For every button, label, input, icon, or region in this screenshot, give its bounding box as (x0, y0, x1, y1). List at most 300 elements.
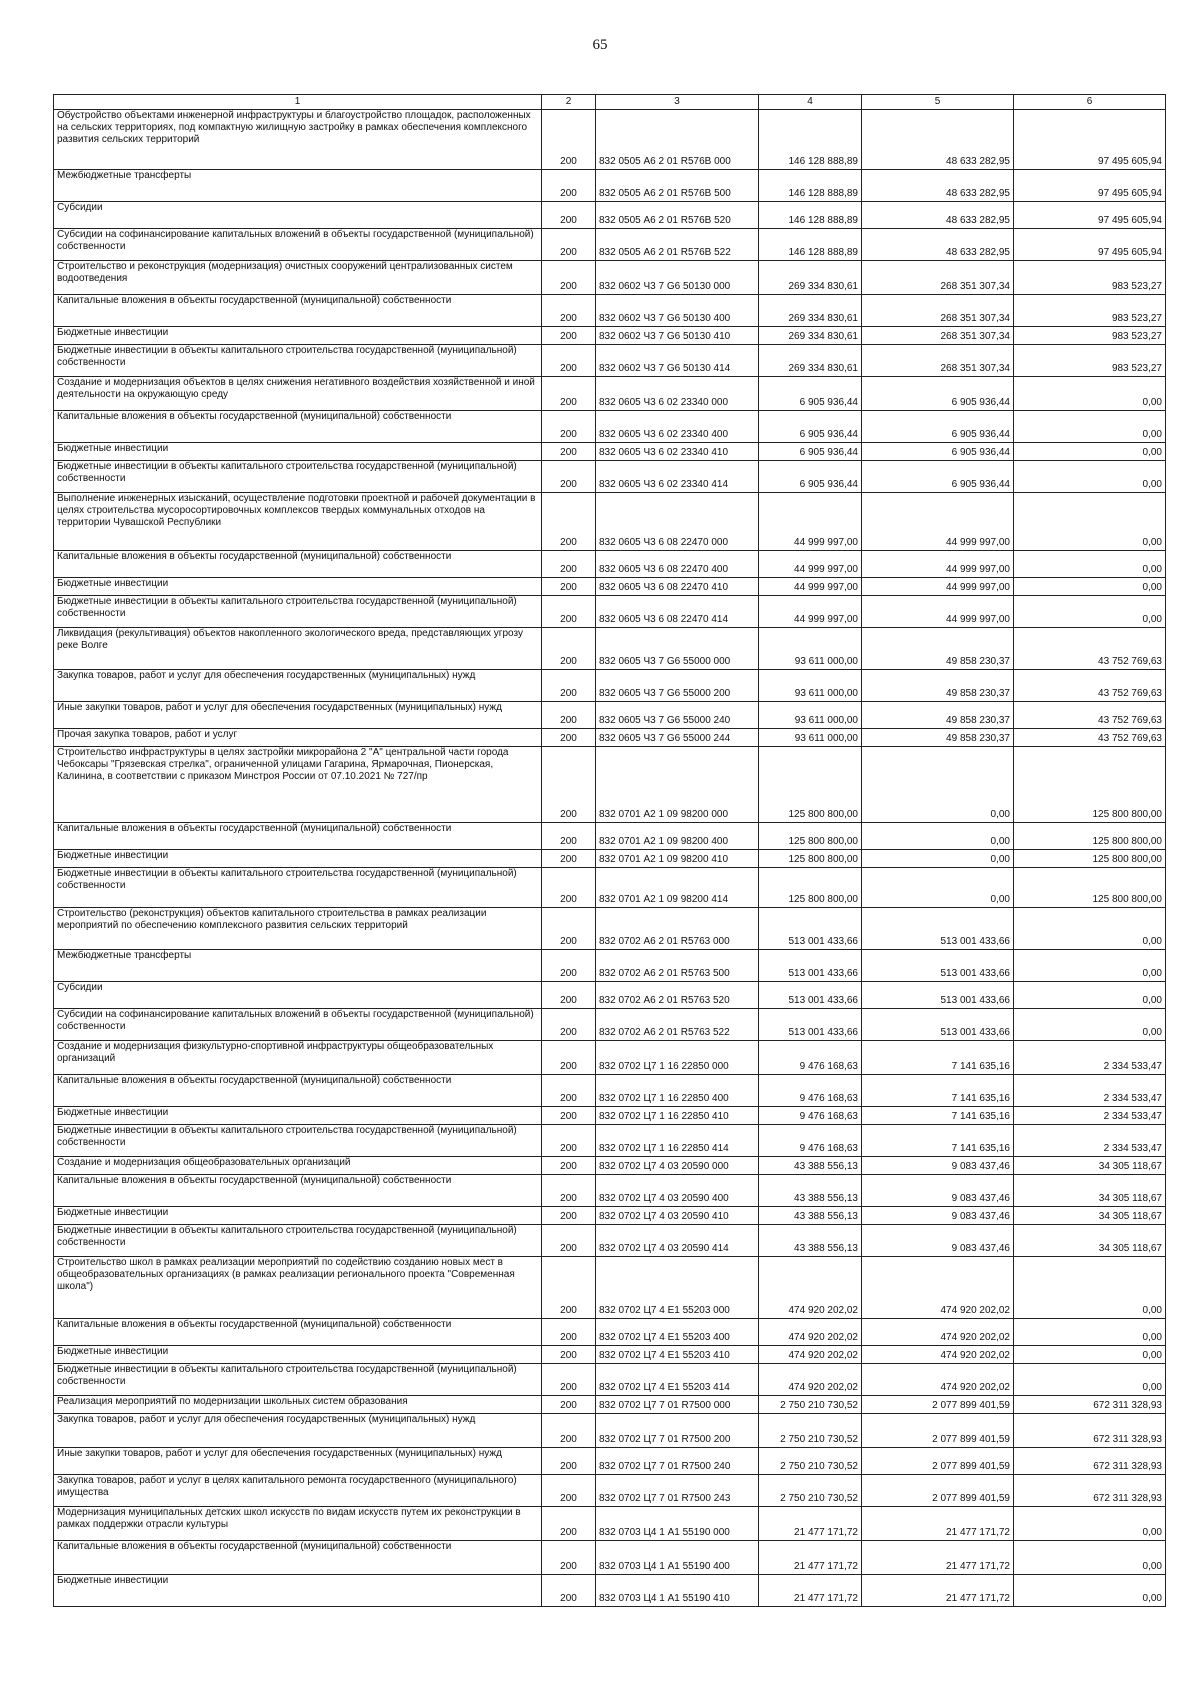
row-code-cell: 200 (542, 229, 596, 261)
row-amount-planned-cell: 9 476 168,63 (759, 1125, 862, 1157)
table-row (54, 729, 1166, 747)
row-kbk-cell: 832 0703 Ц4 1 А1 55190 400 (596, 1541, 759, 1575)
table-row (54, 1207, 1166, 1225)
row-kbk-cell: 832 0702 Ц7 1 16 22850 410 (596, 1107, 759, 1125)
row-code-cell: 200 (542, 1475, 596, 1507)
row-amount-planned-cell: 269 334 830,61 (759, 261, 862, 295)
table-row (54, 702, 1166, 729)
row-amount-planned-cell: 6 905 936,44 (759, 411, 862, 443)
row-name-cell: Строительство (реконструкция) объектов капитального строительства в рамках реализации мероприятий по обеспечению комплексного развития сельских территорий (54, 908, 542, 950)
row-name-cell: Иные закупки товаров, работ и услуг для обеспечения государственных (муниципальных) нужд (54, 1448, 542, 1475)
row-amount-remaining-cell: 125 800 800,00 (1014, 850, 1166, 868)
row-amount-remaining-cell: 2 334 533,47 (1014, 1125, 1166, 1157)
row-name-cell: Ликвидация (рекультивация) объектов накопленного экологического вреда, представляющих угрозу реке Волге (54, 628, 542, 670)
row-amount-executed-cell: 44 999 997,00 (862, 596, 1014, 628)
row-kbk-cell: 832 0702 А6 2 01 R5763 500 (596, 950, 759, 982)
row-amount-executed-cell: 2 077 899 401,59 (862, 1475, 1014, 1507)
row-name-cell: Обустройство объектами инженерной инфраструктуры и благоустройство площадок, расположенных на сельских территориях, под компактную жилищную застройку в рамках обеспечения комплексного развития сельских территорий (54, 110, 542, 170)
row-name-cell: Строительство инфраструктуры в целях застройки микрорайона 2 "А" центральной части города Чебоксары "Грязевская стрелка", ограниченной улицами Гагарина, Ярмарочная, Пионерская, Калинина, в соответствии с приказом Минстроя России от 07.10.2021 № 727/пр (54, 747, 542, 823)
row-amount-planned-cell: 93 611 000,00 (759, 729, 862, 747)
table-row (54, 823, 1166, 850)
row-kbk-cell: 832 0702 Ц7 4 03 20590 414 (596, 1225, 759, 1257)
row-kbk-cell: 832 0505 А6 2 01 R576В 500 (596, 170, 759, 202)
row-kbk-cell: 832 0605 Ч3 6 08 22470 414 (596, 596, 759, 628)
row-code-cell: 200 (542, 551, 596, 578)
row-name-cell: Бюджетные инвестиции (54, 443, 542, 461)
row-amount-executed-cell: 268 351 307,34 (862, 327, 1014, 345)
row-amount-remaining-cell: 0,00 (1014, 1257, 1166, 1319)
table-row (54, 1075, 1166, 1107)
row-amount-executed-cell: 0,00 (862, 823, 1014, 850)
row-amount-executed-cell: 6 905 936,44 (862, 411, 1014, 443)
row-amount-planned-cell: 125 800 800,00 (759, 850, 862, 868)
table-row (54, 1257, 1166, 1319)
row-kbk-cell: 832 0605 Ч3 6 02 23340 414 (596, 461, 759, 493)
row-code-cell: 200 (542, 461, 596, 493)
row-name-cell: Бюджетные инвестиции в объекты капитального строительства государственной (муниципальной) собственности (54, 1364, 542, 1396)
row-kbk-cell: 832 0605 Ч3 6 08 22470 410 (596, 578, 759, 596)
row-code-cell: 200 (542, 1107, 596, 1125)
column-header: 6 (1014, 95, 1166, 110)
row-name-cell: Капитальные вложения в объекты государственной (муниципальной) собственности (54, 551, 542, 578)
row-amount-planned-cell: 474 920 202,02 (759, 1257, 862, 1319)
row-amount-executed-cell: 21 477 171,72 (862, 1541, 1014, 1575)
row-amount-remaining-cell: 34 305 118,67 (1014, 1207, 1166, 1225)
row-amount-planned-cell: 269 334 830,61 (759, 345, 862, 377)
column-header: 4 (759, 95, 862, 110)
row-name-cell: Межбюджетные трансферты (54, 170, 542, 202)
row-amount-remaining-cell: 2 334 533,47 (1014, 1075, 1166, 1107)
row-name-cell: Бюджетные инвестиции в объекты капитального строительства государственной (муниципальной) собственности (54, 868, 542, 908)
table-row (54, 1414, 1166, 1448)
row-code-cell: 200 (542, 1541, 596, 1575)
row-code-cell: 200 (542, 982, 596, 1009)
table-row (54, 1475, 1166, 1507)
row-code-cell: 200 (542, 1009, 596, 1041)
row-amount-planned-cell: 6 905 936,44 (759, 377, 862, 411)
row-amount-executed-cell: 9 083 437,46 (862, 1157, 1014, 1175)
row-amount-planned-cell: 2 750 210 730,52 (759, 1448, 862, 1475)
row-amount-remaining-cell: 0,00 (1014, 411, 1166, 443)
row-kbk-cell: 832 0605 Ч3 6 08 22470 000 (596, 493, 759, 551)
table-row (54, 551, 1166, 578)
row-amount-remaining-cell: 0,00 (1014, 1541, 1166, 1575)
row-name-cell: Бюджетные инвестиции (54, 1107, 542, 1125)
row-amount-planned-cell: 9 476 168,63 (759, 1107, 862, 1125)
row-amount-executed-cell: 474 920 202,02 (862, 1364, 1014, 1396)
row-amount-executed-cell: 9 083 437,46 (862, 1175, 1014, 1207)
row-amount-executed-cell: 2 077 899 401,59 (862, 1448, 1014, 1475)
row-name-cell: Бюджетные инвестиции (54, 578, 542, 596)
row-amount-remaining-cell: 43 752 769,63 (1014, 729, 1166, 747)
row-kbk-cell: 832 0702 Ц7 7 01 R7500 243 (596, 1475, 759, 1507)
row-amount-remaining-cell: 125 800 800,00 (1014, 823, 1166, 850)
row-amount-remaining-cell: 0,00 (1014, 1009, 1166, 1041)
row-amount-remaining-cell: 672 311 328,93 (1014, 1448, 1166, 1475)
row-kbk-cell: 832 0702 Ц7 7 01 R7500 000 (596, 1396, 759, 1414)
row-amount-planned-cell: 44 999 997,00 (759, 578, 862, 596)
row-amount-planned-cell: 2 750 210 730,52 (759, 1396, 862, 1414)
row-amount-remaining-cell: 97 495 605,94 (1014, 170, 1166, 202)
row-kbk-cell: 832 0702 А6 2 01 R5763 522 (596, 1009, 759, 1041)
table-row (54, 170, 1166, 202)
row-kbk-cell: 832 0701 А2 1 09 98200 410 (596, 850, 759, 868)
row-amount-remaining-cell: 983 523,27 (1014, 295, 1166, 327)
row-amount-remaining-cell: 43 752 769,63 (1014, 628, 1166, 670)
row-amount-executed-cell: 0,00 (862, 747, 1014, 823)
table-row (54, 1507, 1166, 1541)
row-amount-remaining-cell: 0,00 (1014, 1507, 1166, 1541)
table-row (54, 1157, 1166, 1175)
row-amount-remaining-cell: 672 311 328,93 (1014, 1396, 1166, 1414)
row-amount-planned-cell: 43 388 556,13 (759, 1175, 862, 1207)
row-name-cell: Капитальные вложения в объекты государственной (муниципальной) собственности (54, 823, 542, 850)
row-kbk-cell: 832 0703 Ц4 1 А1 55190 410 (596, 1575, 759, 1607)
row-code-cell: 200 (542, 1319, 596, 1346)
row-name-cell: Бюджетные инвестиции (54, 1575, 542, 1607)
row-amount-planned-cell: 146 128 888,89 (759, 229, 862, 261)
table-row (54, 229, 1166, 261)
row-kbk-cell: 832 0605 Ч3 7 G6 55000 200 (596, 670, 759, 702)
row-kbk-cell: 832 0702 Ц7 1 16 22850 000 (596, 1041, 759, 1075)
row-name-cell: Капитальные вложения в объекты государственной (муниципальной) собственности (54, 1175, 542, 1207)
row-amount-planned-cell: 43 388 556,13 (759, 1157, 862, 1175)
row-amount-executed-cell: 7 141 635,16 (862, 1075, 1014, 1107)
row-code-cell: 200 (542, 1207, 596, 1225)
row-name-cell: Выполнение инженерных изысканий, осуществление подготовки проектной и рабочей документации в целях строительства мусоросортировочных комплексов твердых коммунальных отходов на территории Чувашской Республики (54, 493, 542, 551)
row-amount-planned-cell: 474 920 202,02 (759, 1364, 862, 1396)
row-name-cell: Бюджетные инвестиции в объекты капитального строительства государственной (муниципальной) собственности (54, 596, 542, 628)
row-amount-planned-cell: 43 388 556,13 (759, 1207, 862, 1225)
row-code-cell: 200 (542, 110, 596, 170)
row-amount-planned-cell: 93 611 000,00 (759, 628, 862, 670)
row-kbk-cell: 832 0702 А6 2 01 R5763 000 (596, 908, 759, 950)
row-amount-remaining-cell: 97 495 605,94 (1014, 202, 1166, 229)
row-amount-remaining-cell: 983 523,27 (1014, 327, 1166, 345)
row-amount-executed-cell: 513 001 433,66 (862, 908, 1014, 950)
row-kbk-cell: 832 0505 А6 2 01 R576В 520 (596, 202, 759, 229)
table-row (54, 443, 1166, 461)
row-name-cell: Субсидии (54, 202, 542, 229)
row-amount-executed-cell: 6 905 936,44 (862, 461, 1014, 493)
row-kbk-cell: 832 0605 Ч3 7 G6 55000 000 (596, 628, 759, 670)
row-amount-executed-cell: 44 999 997,00 (862, 551, 1014, 578)
column-header: 5 (862, 95, 1014, 110)
row-name-cell: Бюджетные инвестиции (54, 850, 542, 868)
row-amount-remaining-cell: 0,00 (1014, 950, 1166, 982)
row-amount-remaining-cell: 0,00 (1014, 982, 1166, 1009)
table-row (54, 202, 1166, 229)
row-amount-planned-cell: 21 477 171,72 (759, 1507, 862, 1541)
row-amount-remaining-cell: 0,00 (1014, 1346, 1166, 1364)
row-code-cell: 200 (542, 345, 596, 377)
row-code-cell: 200 (542, 170, 596, 202)
table-row (54, 1319, 1166, 1346)
row-code-cell: 200 (542, 1507, 596, 1541)
row-code-cell: 200 (542, 1175, 596, 1207)
row-amount-remaining-cell: 0,00 (1014, 596, 1166, 628)
row-amount-planned-cell: 6 905 936,44 (759, 461, 862, 493)
row-amount-planned-cell: 44 999 997,00 (759, 493, 862, 551)
row-code-cell: 200 (542, 493, 596, 551)
row-amount-planned-cell: 146 128 888,89 (759, 170, 862, 202)
row-code-cell: 200 (542, 1125, 596, 1157)
row-name-cell: Создание и модернизация объектов в целях снижения негативного воздействия хозяйственной и иной деятельности на окружающую среду (54, 377, 542, 411)
row-amount-executed-cell: 44 999 997,00 (862, 493, 1014, 551)
row-amount-planned-cell: 2 750 210 730,52 (759, 1414, 862, 1448)
row-amount-remaining-cell: 0,00 (1014, 443, 1166, 461)
row-name-cell: Строительство и реконструкция (модернизация) очистных сооружений централизованных систем водоотведения (54, 261, 542, 295)
row-kbk-cell: 832 0605 Ч3 7 G6 55000 240 (596, 702, 759, 729)
row-amount-planned-cell: 43 388 556,13 (759, 1225, 862, 1257)
row-amount-executed-cell: 6 905 936,44 (862, 377, 1014, 411)
row-amount-executed-cell: 49 858 230,37 (862, 702, 1014, 729)
table-row (54, 461, 1166, 493)
row-amount-executed-cell: 474 920 202,02 (862, 1257, 1014, 1319)
row-kbk-cell: 832 0702 Ц7 4 03 20590 000 (596, 1157, 759, 1175)
row-kbk-cell: 832 0702 Ц7 4 03 20590 400 (596, 1175, 759, 1207)
row-kbk-cell: 832 0702 А6 2 01 R5763 520 (596, 982, 759, 1009)
table-row (54, 1364, 1166, 1396)
row-name-cell: Создание и модернизация общеобразовательных организаций (54, 1157, 542, 1175)
row-amount-planned-cell: 125 800 800,00 (759, 747, 862, 823)
row-amount-remaining-cell: 43 752 769,63 (1014, 670, 1166, 702)
row-amount-remaining-cell: 34 305 118,67 (1014, 1225, 1166, 1257)
row-amount-executed-cell: 7 141 635,16 (862, 1125, 1014, 1157)
row-name-cell: Субсидии на софинансирование капитальных вложений в объекты государственной (муниципальной) собственности (54, 1009, 542, 1041)
row-code-cell: 200 (542, 1448, 596, 1475)
row-amount-executed-cell: 9 083 437,46 (862, 1225, 1014, 1257)
row-amount-planned-cell: 269 334 830,61 (759, 327, 862, 345)
row-amount-planned-cell: 93 611 000,00 (759, 670, 862, 702)
row-name-cell: Бюджетные инвестиции в объекты капитального строительства государственной (муниципальной) собственности (54, 1125, 542, 1157)
row-code-cell: 200 (542, 747, 596, 823)
table-row (54, 110, 1166, 170)
row-amount-remaining-cell: 34 305 118,67 (1014, 1175, 1166, 1207)
table-row (54, 868, 1166, 908)
row-code-cell: 200 (542, 670, 596, 702)
table-header (54, 95, 1166, 110)
row-amount-planned-cell: 125 800 800,00 (759, 823, 862, 850)
row-amount-executed-cell: 0,00 (862, 850, 1014, 868)
row-amount-planned-cell: 513 001 433,66 (759, 908, 862, 950)
row-name-cell: Бюджетные инвестиции в объекты капитального строительства государственной (муниципальной) собственности (54, 345, 542, 377)
row-name-cell: Бюджетные инвестиции в объекты капитального строительства государственной (муниципальной) собственности (54, 1225, 542, 1257)
row-amount-planned-cell: 513 001 433,66 (759, 950, 862, 982)
row-code-cell: 200 (542, 443, 596, 461)
row-name-cell: Создание и модернизация физкультурно-спортивной инфраструктуры общеобразовательных организаций (54, 1041, 542, 1075)
row-amount-executed-cell: 2 077 899 401,59 (862, 1396, 1014, 1414)
row-amount-planned-cell: 21 477 171,72 (759, 1575, 862, 1607)
table-row (54, 670, 1166, 702)
row-kbk-cell: 832 0602 Ч3 7 G6 50130 414 (596, 345, 759, 377)
row-code-cell: 200 (542, 261, 596, 295)
row-amount-planned-cell: 44 999 997,00 (759, 551, 862, 578)
table-row (54, 377, 1166, 411)
row-name-cell: Субсидии на софинансирование капитальных вложений в объекты государственной (муниципальной) собственности (54, 229, 542, 261)
row-amount-remaining-cell: 34 305 118,67 (1014, 1157, 1166, 1175)
row-kbk-cell: 832 0702 Ц7 1 16 22850 400 (596, 1075, 759, 1107)
row-kbk-cell: 832 0702 Ц7 1 16 22850 414 (596, 1125, 759, 1157)
row-amount-executed-cell: 7 141 635,16 (862, 1041, 1014, 1075)
row-amount-executed-cell: 2 077 899 401,59 (862, 1414, 1014, 1448)
row-kbk-cell: 832 0605 Ч3 6 08 22470 400 (596, 551, 759, 578)
row-kbk-cell: 832 0602 Ч3 7 G6 50130 400 (596, 295, 759, 327)
table-row (54, 982, 1166, 1009)
table-row (54, 1009, 1166, 1041)
column-header: 3 (596, 95, 759, 110)
row-amount-executed-cell: 21 477 171,72 (862, 1507, 1014, 1541)
row-amount-executed-cell: 6 905 936,44 (862, 443, 1014, 461)
row-amount-remaining-cell: 43 752 769,63 (1014, 702, 1166, 729)
row-kbk-cell: 832 0701 А2 1 09 98200 400 (596, 823, 759, 850)
row-amount-planned-cell: 9 476 168,63 (759, 1041, 862, 1075)
row-kbk-cell: 832 0505 А6 2 01 R576В 522 (596, 229, 759, 261)
row-kbk-cell: 832 0605 Ч3 6 02 23340 410 (596, 443, 759, 461)
row-amount-executed-cell: 49 858 230,37 (862, 628, 1014, 670)
row-amount-executed-cell: 474 920 202,02 (862, 1346, 1014, 1364)
row-amount-executed-cell: 268 351 307,34 (862, 345, 1014, 377)
row-kbk-cell: 832 0702 Ц7 4 03 20590 410 (596, 1207, 759, 1225)
row-amount-executed-cell: 513 001 433,66 (862, 950, 1014, 982)
row-amount-executed-cell: 268 351 307,34 (862, 295, 1014, 327)
row-amount-planned-cell: 474 920 202,02 (759, 1319, 862, 1346)
row-kbk-cell: 832 0605 Ч3 6 02 23340 400 (596, 411, 759, 443)
table-body (54, 110, 1166, 1607)
table-row (54, 747, 1166, 823)
row-kbk-cell: 832 0701 А2 1 09 98200 414 (596, 868, 759, 908)
row-amount-planned-cell: 513 001 433,66 (759, 982, 862, 1009)
row-amount-planned-cell: 146 128 888,89 (759, 110, 862, 170)
row-amount-remaining-cell: 0,00 (1014, 493, 1166, 551)
table-row (54, 411, 1166, 443)
row-kbk-cell: 832 0505 А6 2 01 R576В 000 (596, 110, 759, 170)
row-amount-remaining-cell: 983 523,27 (1014, 345, 1166, 377)
row-kbk-cell: 832 0702 Ц7 7 01 R7500 240 (596, 1448, 759, 1475)
row-name-cell: Закупка товаров, работ и услуг в целях капитального ремонта государственного (муниципального) имущества (54, 1475, 542, 1507)
row-amount-remaining-cell: 0,00 (1014, 578, 1166, 596)
row-code-cell: 200 (542, 295, 596, 327)
row-code-cell: 200 (542, 702, 596, 729)
row-code-cell: 200 (542, 1414, 596, 1448)
row-code-cell: 200 (542, 202, 596, 229)
row-amount-remaining-cell: 0,00 (1014, 551, 1166, 578)
table-row (54, 1575, 1166, 1607)
row-kbk-cell: 832 0702 Ц7 4 Е1 55203 414 (596, 1364, 759, 1396)
row-amount-executed-cell: 48 633 282,95 (862, 110, 1014, 170)
row-amount-remaining-cell: 0,00 (1014, 908, 1166, 950)
table-row (54, 908, 1166, 950)
row-code-cell: 200 (542, 823, 596, 850)
row-code-cell: 200 (542, 377, 596, 411)
column-header: 2 (542, 95, 596, 110)
row-amount-executed-cell: 48 633 282,95 (862, 229, 1014, 261)
table-row (54, 1396, 1166, 1414)
row-name-cell: Межбюджетные трансферты (54, 950, 542, 982)
row-name-cell: Реализация мероприятий по модернизации школьных систем образования (54, 1396, 542, 1414)
table-row (54, 1125, 1166, 1157)
row-code-cell: 200 (542, 868, 596, 908)
row-amount-executed-cell: 44 999 997,00 (862, 578, 1014, 596)
table-row (54, 295, 1166, 327)
row-amount-remaining-cell: 672 311 328,93 (1014, 1414, 1166, 1448)
page-number: 65 (592, 37, 608, 53)
row-name-cell: Бюджетные инвестиции (54, 1207, 542, 1225)
table-row (54, 1346, 1166, 1364)
row-amount-executed-cell: 0,00 (862, 868, 1014, 908)
row-amount-remaining-cell: 97 495 605,94 (1014, 110, 1166, 170)
row-amount-executed-cell: 268 351 307,34 (862, 261, 1014, 295)
row-kbk-cell: 832 0605 Ч3 6 02 23340 000 (596, 377, 759, 411)
table-row (54, 1107, 1166, 1125)
row-amount-remaining-cell: 0,00 (1014, 1364, 1166, 1396)
row-code-cell: 200 (542, 729, 596, 747)
row-code-cell: 200 (542, 1041, 596, 1075)
row-amount-planned-cell: 6 905 936,44 (759, 443, 862, 461)
row-amount-executed-cell: 513 001 433,66 (862, 1009, 1014, 1041)
row-amount-executed-cell: 21 477 171,72 (862, 1575, 1014, 1607)
row-kbk-cell: 832 0702 Ц7 4 Е1 55203 400 (596, 1319, 759, 1346)
row-name-cell: Бюджетные инвестиции (54, 1346, 542, 1364)
table-row (54, 493, 1166, 551)
row-amount-remaining-cell: 0,00 (1014, 1319, 1166, 1346)
budget-table (53, 94, 1166, 1607)
table-row (54, 1541, 1166, 1575)
table-row (54, 1041, 1166, 1075)
row-code-cell: 200 (542, 578, 596, 596)
table-row (54, 1225, 1166, 1257)
row-amount-remaining-cell: 125 800 800,00 (1014, 868, 1166, 908)
row-code-cell: 200 (542, 596, 596, 628)
table-row (54, 950, 1166, 982)
row-kbk-cell: 832 0701 А2 1 09 98200 000 (596, 747, 759, 823)
row-amount-planned-cell: 513 001 433,66 (759, 1009, 862, 1041)
table-row (54, 850, 1166, 868)
table-row (54, 1175, 1166, 1207)
table-row (54, 1448, 1166, 1475)
row-amount-remaining-cell: 2 334 533,47 (1014, 1107, 1166, 1125)
row-name-cell: Капитальные вложения в объекты государственной (муниципальной) собственности (54, 1319, 542, 1346)
row-amount-remaining-cell: 983 523,27 (1014, 261, 1166, 295)
row-code-cell: 200 (542, 1257, 596, 1319)
row-name-cell: Закупка товаров, работ и услуг для обеспечения государственных (муниципальных) нужд (54, 670, 542, 702)
row-code-cell: 200 (542, 1075, 596, 1107)
row-amount-planned-cell: 146 128 888,89 (759, 202, 862, 229)
row-code-cell: 200 (542, 908, 596, 950)
row-kbk-cell: 832 0703 Ц4 1 А1 55190 000 (596, 1507, 759, 1541)
header-row (54, 95, 1166, 110)
row-amount-remaining-cell: 0,00 (1014, 461, 1166, 493)
row-name-cell: Капитальные вложения в объекты государственной (муниципальной) собственности (54, 411, 542, 443)
row-amount-planned-cell: 269 334 830,61 (759, 295, 862, 327)
row-code-cell: 200 (542, 1396, 596, 1414)
table-row (54, 345, 1166, 377)
row-name-cell: Прочая закупка товаров, работ и услуг (54, 729, 542, 747)
row-amount-executed-cell: 48 633 282,95 (862, 202, 1014, 229)
row-kbk-cell: 832 0702 Ц7 4 Е1 55203 000 (596, 1257, 759, 1319)
row-name-cell: Бюджетные инвестиции (54, 327, 542, 345)
row-code-cell: 200 (542, 1346, 596, 1364)
row-code-cell: 200 (542, 1575, 596, 1607)
row-amount-planned-cell: 2 750 210 730,52 (759, 1475, 862, 1507)
row-kbk-cell: 832 0602 Ч3 7 G6 50130 000 (596, 261, 759, 295)
row-amount-executed-cell: 48 633 282,95 (862, 170, 1014, 202)
row-kbk-cell: 832 0602 Ч3 7 G6 50130 410 (596, 327, 759, 345)
row-kbk-cell: 832 0702 Ц7 7 01 R7500 200 (596, 1414, 759, 1448)
row-code-cell: 200 (542, 1157, 596, 1175)
row-kbk-cell: 832 0605 Ч3 7 G6 55000 244 (596, 729, 759, 747)
row-code-cell: 200 (542, 327, 596, 345)
